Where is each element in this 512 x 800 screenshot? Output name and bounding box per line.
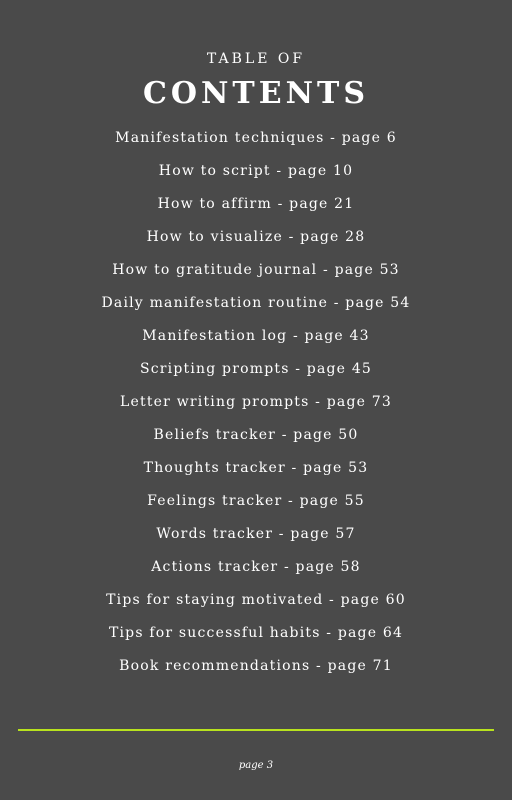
toc-item-book-recommendations: Book recommendations - page 71 [119, 658, 393, 674]
accent-divider [18, 729, 494, 731]
toc-item-daily-routine: Daily manifestation routine - page 54 [101, 295, 411, 311]
toc-list [0, 122, 512, 683]
toc-item-manifestation-techniques: Manifestation techniques - page 6 [115, 130, 397, 146]
toc-item-actions-tracker: Actions tracker - page 58 [151, 559, 361, 575]
toc-header [0, 50, 512, 112]
page-number: page 3 [238, 760, 274, 771]
toc-item-scripting-prompts: Scripting prompts - page 45 [139, 361, 373, 377]
toc-item-how-to-script: How to script - page 10 [158, 163, 354, 179]
toc-item-words-tracker: Words tracker - page 57 [156, 526, 356, 542]
toc-item-manifestation-log: Manifestation log - page 43 [142, 328, 370, 344]
toc-item-gratitude-journal: How to gratitude journal - page 53 [112, 262, 400, 278]
toc-item-staying-motivated: Tips for staying motivated - page 60 [106, 592, 406, 608]
toc-item-thoughts-tracker: Thoughts tracker - page 53 [143, 460, 369, 476]
header-subtitle: TABLE OF [206, 51, 306, 67]
toc-item-letter-writing-prompts: Letter writing prompts - page 73 [120, 394, 392, 410]
toc-item-feelings-tracker: Feelings tracker - page 55 [147, 493, 365, 509]
toc-item-how-to-affirm: How to affirm - page 21 [157, 196, 355, 212]
toc-item-beliefs-tracker: Beliefs tracker - page 50 [153, 427, 359, 443]
toc-item-successful-habits: Tips for successful habits - page 64 [108, 625, 404, 641]
page-title: CONTENTS [142, 76, 370, 111]
toc-item-how-to-visualize: How to visualize - page 28 [146, 229, 366, 245]
